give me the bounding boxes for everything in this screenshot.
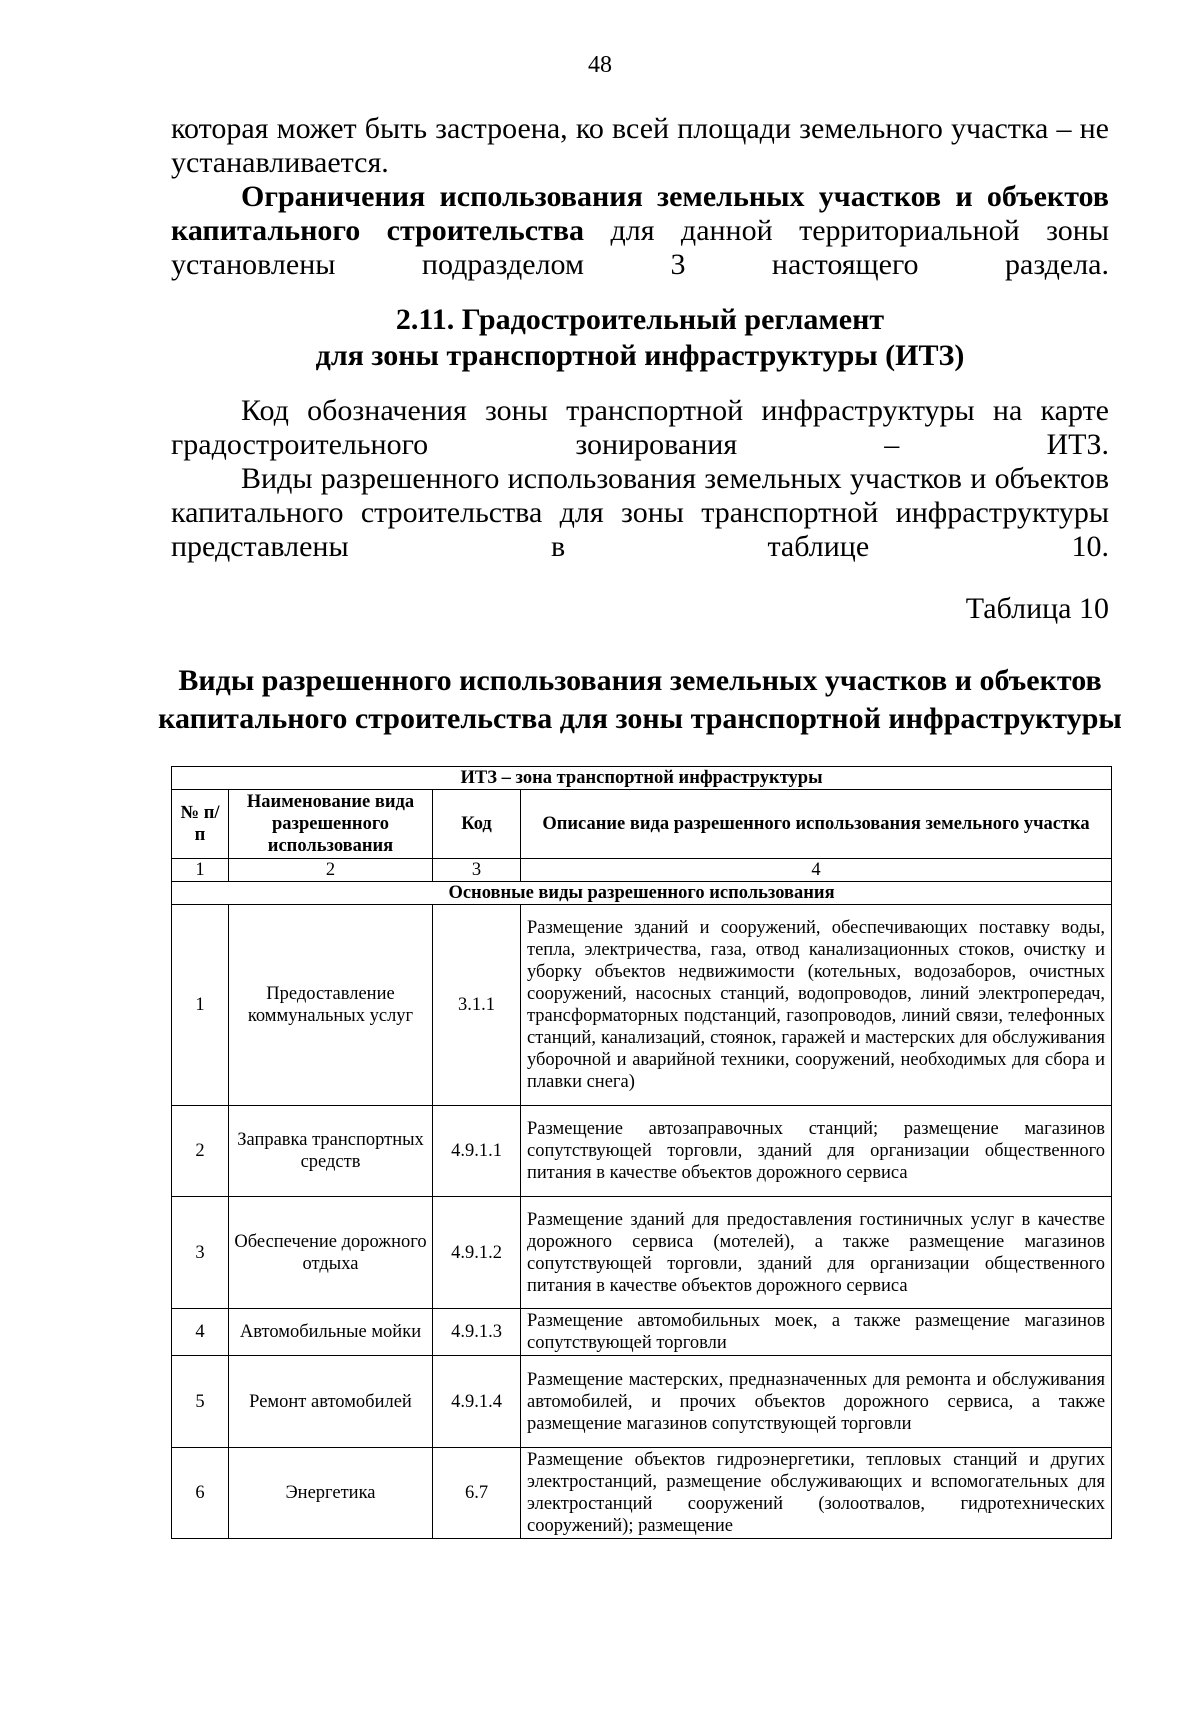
row-num: 3 <box>172 1197 229 1309</box>
table-title <box>150 662 1130 738</box>
table-row <box>172 1356 1112 1448</box>
row-desc: Размещение мастерских, предназначенных для ремонта и обслуживания автомобилей, и прочих объектов дорожного сервиса, а также размещение магазинов сопутствующей торговли <box>521 1356 1112 1448</box>
row-num: 1 <box>172 905 229 1106</box>
table-title-line: Виды разрешенного использования земельных участков и объектов <box>178 664 1102 697</box>
table-caption: Таблица 10 <box>965 592 1109 625</box>
row-num: 2 <box>172 1106 229 1197</box>
row-desc: Размещение зданий для предоставления гостиничных услуг в качестве дорожного сервиса (мотелей), а также размещение магазинов сопутствующей торговли, зданий для организации общественного питания в качестве объектов дорожного сервиса <box>521 1197 1112 1309</box>
row-desc: Размещение объектов гидроэнергетики, тепловых станций и других электростанций, размещение обслуживающих и вспомогательных для электростанций сооружений (золоотвалов, гидротехнических сооружений); размещение <box>521 1448 1112 1539</box>
row-desc: Размещение зданий и сооружений, обеспечивающих поставку воды, тепла, электричества, газа, отвод канализационных стоков, очистку и уборку объектов недвижимости (котельных, водозаборов, очистных сооружений, насосных станций, водопроводов, линий электропередач, трансформаторных подстанций, газопроводов, линий связи, телефонных станций, канализаций, стоянок, гаражей и мастерских для обслуживания уборочной и аварийной техники, сооружений, необходимых для сбора и плавки снега) <box>521 905 1112 1106</box>
row-code: 6.7 <box>433 1448 521 1539</box>
row-code: 4.9.1.4 <box>433 1356 521 1448</box>
header-code: Код <box>433 790 521 859</box>
row-code: 4.9.1.1 <box>433 1106 521 1197</box>
heading-line: 2.11. Градостроительный регламент <box>395 303 885 336</box>
table-section-row <box>172 882 1112 905</box>
header-desc: Описание вида разрешенного использования земельного участка <box>521 790 1112 859</box>
row-code: 4.9.1.3 <box>433 1309 521 1356</box>
row-name: Заправка транспортных средств <box>229 1106 433 1197</box>
paragraph-zone-code: Код обозначения зоны транспортной инфраструктуры на карте градостроительного зонирования – ИТЗ. <box>171 394 1109 461</box>
table-row <box>172 1106 1112 1197</box>
table-header-row <box>172 790 1112 859</box>
table-row <box>172 905 1112 1106</box>
row-desc: Размещение автомобильных моек, а также размещение магазинов сопутствующей торговли <box>521 1309 1112 1356</box>
table-row <box>172 1309 1112 1356</box>
row-name: Энергетика <box>229 1448 433 1539</box>
column-number-row <box>172 859 1112 882</box>
row-code: 3.1.1 <box>433 905 521 1106</box>
table-row <box>172 1197 1112 1309</box>
paragraph-line: которая может быть застроена, ко всей площади земельного участка – не <box>171 112 1109 145</box>
paragraph-continuation <box>171 112 1109 180</box>
row-name: Ремонт автомобилей <box>229 1356 433 1448</box>
table-zone-row <box>172 767 1112 790</box>
table-title-line: капитального строительства для зоны транспортной инфраструктуры <box>158 702 1122 735</box>
page-number: 48 <box>588 52 612 78</box>
column-number: 3 <box>433 859 521 882</box>
paragraph-table-reference: Виды разрешенного использования земельных участков и объектов капитального строительства для зоны транспортной инфраструктуры представлены в таблице 10. <box>171 462 1109 563</box>
paragraph-restrictions <box>171 180 1109 282</box>
row-name: Предоставление коммунальных услуг <box>229 905 433 1106</box>
header-num: № п/п <box>172 790 229 859</box>
bold-text: Ограничения использования земельных участков и объектов капитального строительства <box>171 180 1109 247</box>
row-name: Автомобильные мойки <box>229 1309 433 1356</box>
zone-title-cell: ИТЗ – зона транспортной инфраструктуры <box>172 767 1112 790</box>
row-code: 4.9.1.2 <box>433 1197 521 1309</box>
permitted-use-table <box>171 766 1112 1539</box>
section-title-cell: Основные виды разрешенного использования <box>172 882 1112 905</box>
table-row <box>172 1448 1112 1539</box>
row-num: 4 <box>172 1309 229 1356</box>
column-number: 2 <box>229 859 433 882</box>
paragraph-line: устанавливается. <box>171 146 389 179</box>
column-number: 4 <box>521 859 1112 882</box>
row-num: 6 <box>172 1448 229 1539</box>
heading-line: для зоны транспортной инфраструктуры (ИТЗ) <box>315 339 965 372</box>
row-num: 5 <box>172 1356 229 1448</box>
regular-text: для данной территориальной зоны установлены подразделом 3 настоящего раздела. <box>171 214 1109 281</box>
row-name: Обеспечение дорожного отдыха <box>229 1197 433 1309</box>
header-name: Наименование вида разрешенного использования <box>229 790 433 859</box>
section-heading <box>171 302 1109 374</box>
row-desc: Размещение автозаправочных станций; размещение магазинов сопутствующей торговли, зданий для организации общественного питания в качестве объектов дорожного сервиса <box>521 1106 1112 1197</box>
column-number: 1 <box>172 859 229 882</box>
